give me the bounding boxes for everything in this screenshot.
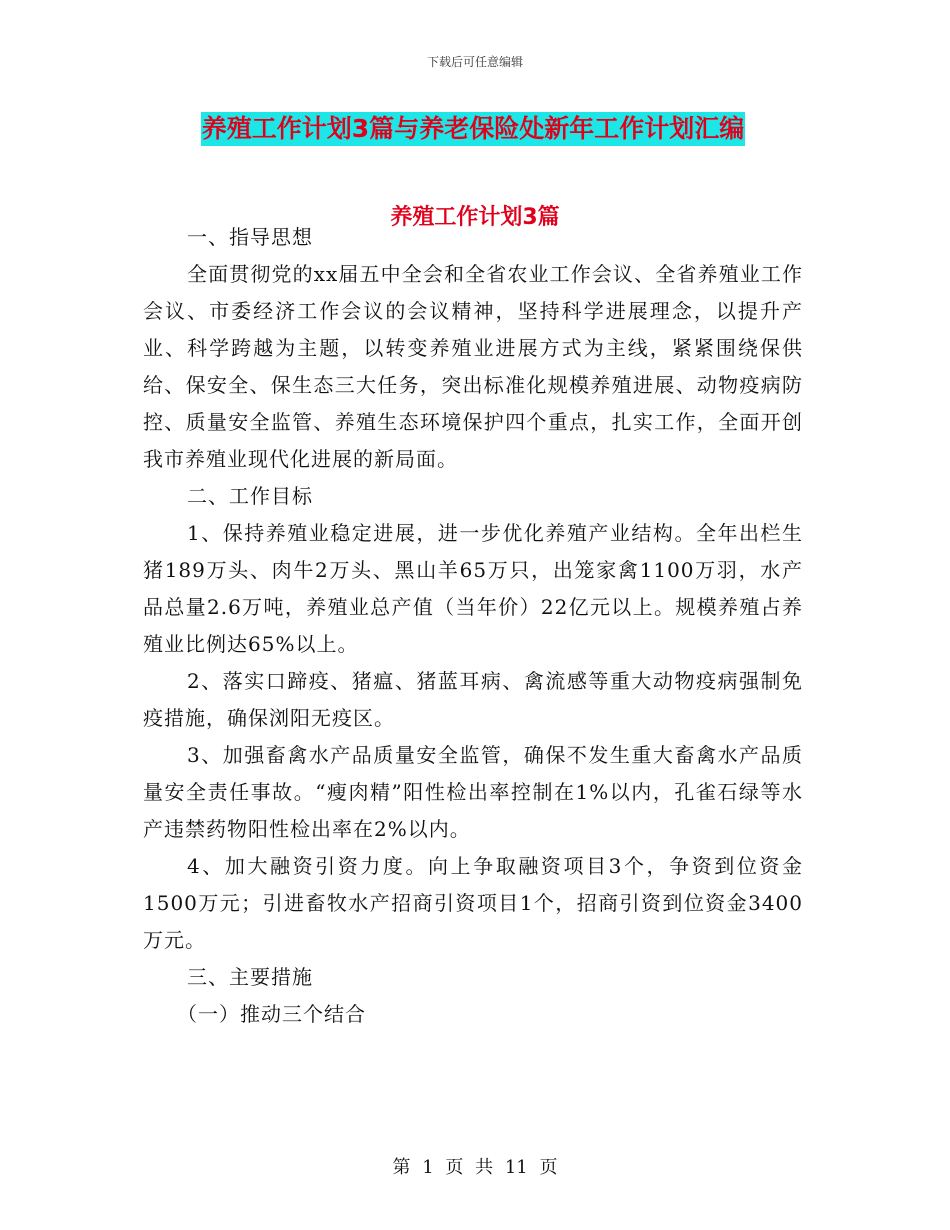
header-note: 下载后可任意编辑 bbox=[426, 55, 523, 69]
document-title: 养殖工作计划3篇与养老保险处新年工作计划汇编 bbox=[201, 112, 745, 146]
subheading-three-combinations: （一）推动三个结合 bbox=[177, 1002, 366, 1026]
paragraph-guiding-ideology: 全面贯彻党的xx届五中全会和全省农业工作会议、全省养殖业工作会议、市委经济工作会议的会议精神，坚持科学进展理念，以提升产业、科学跨越为主题，以转变养殖业进展方式为主线，紧紧围绕保供给、保安全、保生态三大任务，突出标准化规模养殖进展、动物疫病防控、质量安全监管、养殖生态环境保护四个重点，扎实工作，全面开创我市养殖业现代化进展的新局面。 bbox=[143, 262, 803, 471]
paragraph-goal-3: 3、加强畜禽水产品质量安全监管，确保不发生重大畜禽水产品质量安全责任事故。“瘦肉精”阳性检出率控制在1%以内，孔雀石绿等水产违禁药物阳性检出率在2%以内。 bbox=[143, 743, 803, 841]
heading-work-goals: 二、工作目标 bbox=[187, 484, 313, 508]
paragraph-goal-4: 4、加大融资引资力度。向上争取融资项目3个，争资到位资金1500万元；引进畜牧水产招商引资项目1个，招商引资到位资金3400万元。 bbox=[143, 854, 803, 952]
paragraph-goal-1: 1、保持养殖业稳定进展，进一步优化养殖产业结构。全年出栏生猪189万头、肉牛2万头、黑山羊65万只，出笼家禽1100万羽，水产品总量2.6万吨，养殖业总产值（当年价）22亿元以上。规模养殖占养殖业比例达65%以上。 bbox=[143, 521, 803, 656]
section-title: 养殖工作计划3篇 bbox=[390, 205, 560, 230]
paragraph-goal-2: 2、落实口蹄疫、猪瘟、猪蓝耳病、禽流感等重大动物疫病强制免疫措施，确保浏阳无疫区。 bbox=[143, 669, 803, 730]
heading-guiding-ideology: 一、指导思想 bbox=[187, 225, 313, 249]
document-body bbox=[143, 219, 803, 1033]
page-footer: 第 1 页 共 11 页 bbox=[392, 1157, 558, 1178]
main-title-container bbox=[0, 112, 950, 146]
heading-main-measures: 三、主要措施 bbox=[187, 965, 313, 989]
